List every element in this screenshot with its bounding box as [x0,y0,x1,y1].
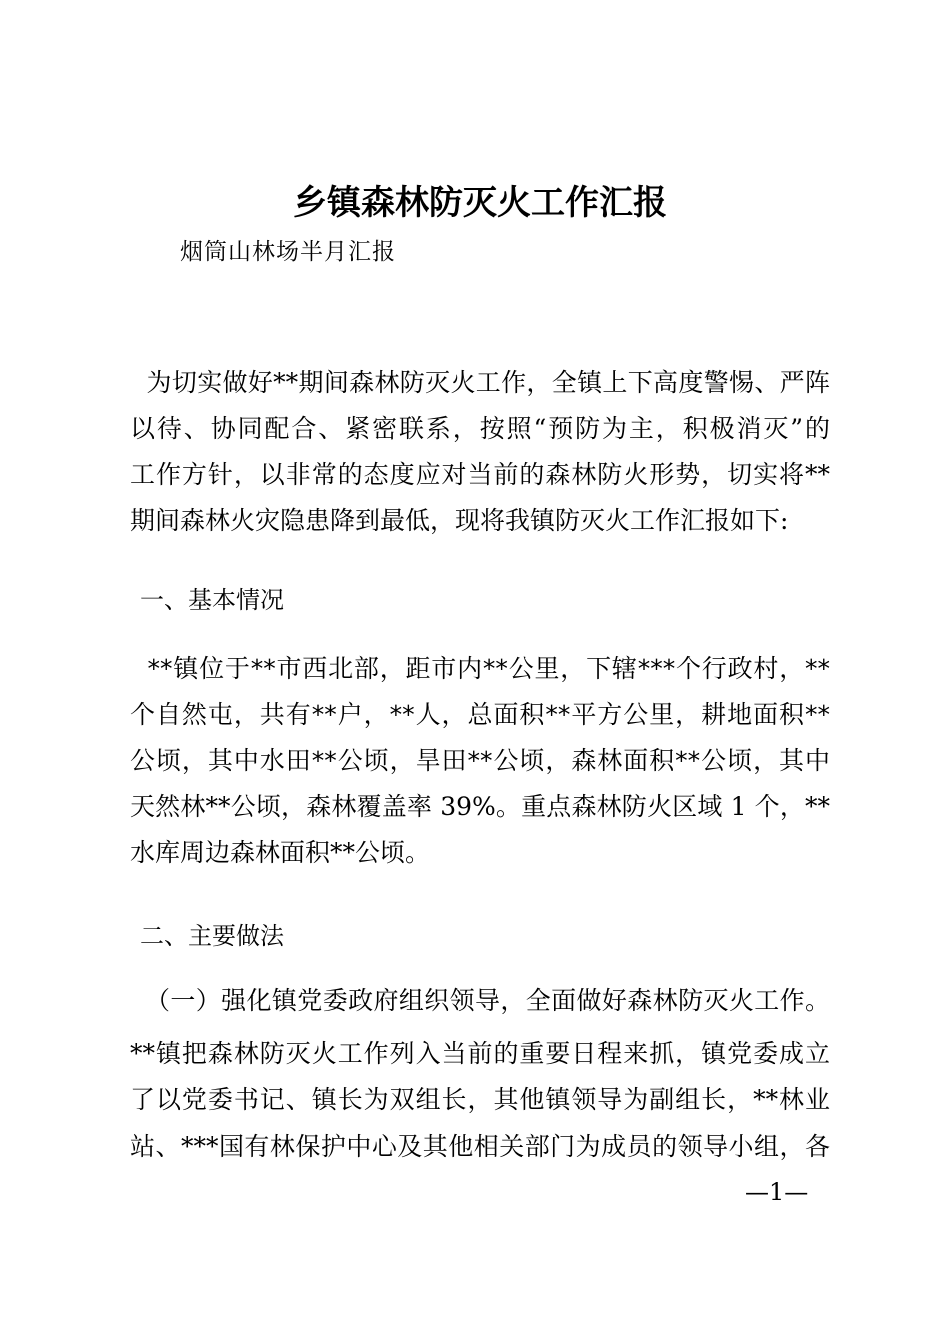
paragraph-line: 站、***国有林保护中心及其他相关部门为成员的领导小组，各 [130,1132,830,1161]
paragraph-line: 工作方针，以非常的态度应对当前的森林防火形势，切实将** [130,460,830,489]
document-subtitle: 烟筒山林场半月汇报 [180,239,396,265]
paragraph-line: 为切实做好**期间森林防灭火工作，全镇上下高度警惕、严阵 [130,368,830,397]
paragraph-line: 期间森林火灾隐患降到最低，现将我镇防灭火工作汇报如下: [130,506,789,535]
section-heading: 一、基本情况 [140,586,284,614]
paragraph-line: 个自然屯，共有**户，**人，总面积**平方公里，耕地面积** [130,700,830,729]
paragraph-line: 天然林**公顷，森林覆盖率 39%。重点森林防火区域 1 个，** [130,792,830,821]
document-title: 乡镇森林防灭火工作汇报 [293,183,667,223]
paragraph-line: **镇位于**市西北部，距市内**公里，下辖***个行政村，** [130,654,830,683]
paragraph-line: 公顷，其中水田**公顷，旱田**公顷，森林面积**公顷，其中 [130,746,830,775]
page-number: —1— [745,1178,809,1206]
paragraph-line: 以待、协同配合、紧密联系，按照“预防为主，积极消灭”的 [130,414,830,443]
section-heading: 二、主要做法 [140,922,284,950]
paragraph-line: （一）强化镇党委政府组织领导，全面做好森林防灭火工作。 [145,986,830,1015]
paragraph-line: 水库周边森林面积**公顷。 [130,838,431,867]
paragraph-line: 了以党委书记、镇长为双组长，其他镇领导为副组长，**林业 [130,1085,830,1114]
paragraph-line: **镇把森林防灭火工作列入当前的重要日程来抓，镇党委成立 [130,1039,830,1068]
